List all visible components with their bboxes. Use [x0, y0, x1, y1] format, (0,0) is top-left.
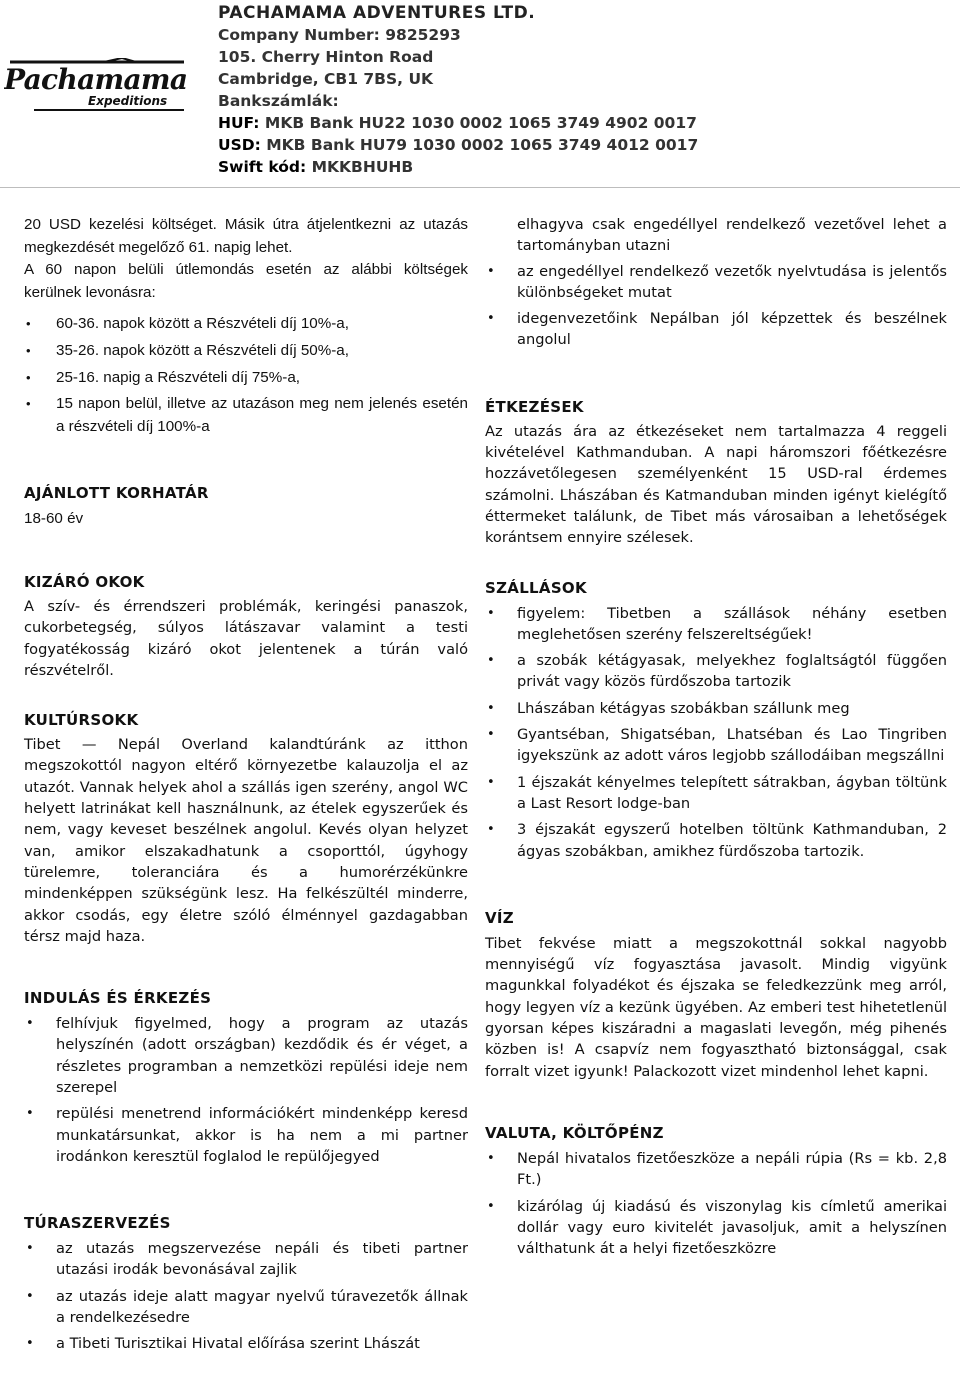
tour-organization-heading: TÚRASZERVEZÉS [24, 1214, 171, 1233]
address-line-2: Cambridge, CB1 7BS, UK [218, 70, 434, 88]
organization-continued-list [485, 261, 947, 351]
usd-account [218, 134, 698, 156]
departure-arrival-heading: INDULÁS ÉS ÉRKEZÉS [24, 989, 212, 1008]
list-item: • Lhászában kétágyas szobákban szállunk meg [485, 698, 947, 719]
cancellation-costs-intro: A 60 napon belüli útlemondás esetén az alábbi költségek kerülnek levonásra: [24, 261, 468, 301]
huf-label: HUF: [218, 114, 260, 132]
culture-shock-heading: KULTÚRSOKK [24, 711, 139, 730]
age-text: 18-60 év [24, 510, 84, 528]
cancellation-list [24, 313, 468, 438]
swift-code [218, 156, 698, 178]
list-item: • felhívjuk figyelmed, hogy a program az utazás helyszínén (adott országban) kezdődik és ér véget, a részletes programban a nemzetközi repülési ideje nem szerepel [24, 1013, 468, 1098]
list-item: • 25-16. napig a Részvételi díj 75%-a, [24, 367, 468, 390]
cancellation-intro: 20 USD kezelési költséget. Másik útra átjelentkezni az utazás megkezdését megelőző 61. napig lehet. [24, 216, 468, 256]
age-heading: AJÁNLOTT KORHATÁR [24, 484, 209, 503]
meals-heading: ÉTKEZÉSEK [485, 397, 584, 416]
logo-wordmark: Pachamama [4, 63, 188, 96]
tour-organization-list [24, 1238, 468, 1354]
huf-value: MKB Bank HU22 1030 0002 1065 3749 4902 0017 [264, 114, 697, 132]
pachamama-logo [4, 58, 190, 114]
logo-subtitle: Expeditions [88, 94, 168, 108]
list-item: • 35-26. napok között a Részvételi díj 50%-a, [24, 340, 468, 363]
list-item: • 3 éjszakát egyszerű hotelben töltünk Kathmanduban, 2 ágyas szobákban, amikhez fürdőszoba tartozik. [485, 819, 947, 862]
organization-continued: elhagyva csak engedéllyel rendelkező vezetővel lehet a tartományban utazni [517, 216, 947, 255]
bank-accounts-label: Bankszámlák: [218, 92, 339, 110]
company-info [218, 2, 698, 178]
list-item: • repülési menetrend információkért mindenképp keresd munkatársunkat, akkor is ha nem a mi partner irodánkon keresztül foglalod le repülőjegyed [24, 1103, 468, 1167]
currency-heading: VALUTA, KÖLTŐPÉNZ [485, 1123, 664, 1142]
water-heading: VÍZ [485, 908, 514, 927]
letterhead [0, 0, 960, 190]
list-item: • 15 napon belül, illetve az utazáson meg nem jelenés esetén a részvételi díj 100%-a [24, 393, 468, 438]
list-item: • Gyantséban, Shigatséban, Lhatséban és Lao Tingriben igyekszünk az adott város legjobb szállodáiban megszállni [485, 724, 947, 767]
water-text: Tibet fekvése miatt a megszokottnál sokkal nagyobb mennyiségű víz fogyasztása javasolt. Mindig vigyünk magunkkal folyadékot és éjszaka se feledkezzünk meg arról, hogy legyen víz a kezünk ügyében. Az emberi test hihetetlenül gyorsan képes kiszáradni a magaslati levegőn, még pihenés közben is! A csapvíz nem fogyasztható biztonsággal, csak forralt vizet igyunk! Palackozott vizet mindenhol lehet kapni. [485, 934, 947, 1080]
usd-value: MKB Bank HU79 1030 0002 1065 3749 4012 0017 [266, 136, 699, 154]
swift-value: MKKBHUHB [311, 158, 414, 176]
exclusion-text: A szív- és érrendszeri problémák, keringési panaszok, cukorbetegség, súlyos látászavar valamint a testi fogyatékosság kizáró okot jelentenek a túrán való részvételről. [24, 597, 468, 679]
list-item: • figyelem: Tibetben a szállások néhány esetben meglehetősen szerény felszereltségűek! [485, 603, 947, 646]
list-item: • kizárólag új kiadású és viszonylag kis címletű amerikai dollár vagy euro kivitelét javasoljuk, amit a helyszínen válthatunk át a helyi fizetőeszközre [485, 1196, 947, 1260]
list-item: • idegenvezetőink Nepálban jól képzettek és beszélnek angolul [485, 308, 947, 351]
company-name: PACHAMAMA ADVENTURES LTD. [218, 3, 536, 23]
meals-text: Az utazás ára az étkezéseket nem tartalmazza 4 reggeli kivételével Kathmanduban. A napi háromszori főétkezésre hozzávetőlegesen személyenként 15 USD-ral érdemes számolni. Lhászában és Katmanduban minden igényt kielégítő éttermeket találunk, de Tibet más városaiban a lehetőségek korántsem ennyire szélesek. [485, 422, 947, 547]
usd-label: USD: [218, 136, 261, 154]
exclusion-heading: KIZÁRÓ OKOK [24, 572, 145, 591]
left-column [24, 214, 468, 1360]
list-item: • a Tibeti Turisztikai Hivatal előírása szerint Lhászát [24, 1333, 468, 1354]
list-item: • a szobák kétágyasak, melyekhez foglaltságtól függően privát vagy közös fürdőszoba tartozik [485, 650, 947, 693]
list-item: • az engedéllyel rendelkező vezetők nyelvtudása is jelentős különbségeket mutat [485, 261, 947, 304]
swift-label: Swift kód: [218, 158, 307, 176]
header-divider [0, 187, 960, 188]
currency-list [485, 1148, 947, 1259]
list-item: • Nepál hivatalos fizetőeszköze a nepáli rúpia (Rs = kb. 2,8 Ft.) [485, 1148, 947, 1191]
culture-shock-text: Tibet — Nepál Overland kalandtúránk az itthon megszokottól nagyon eltérő környezetbe kalauzolja el az utazót. Vannak helyek ahol a szállás igen szerény, angol WC helyett latrinákat kell használnunk, az ételek egyszerűek és nem, vagy keveset beszélnek angolul. Kevés olyan helyzet van, amikor elszakadhatunk a csoporttól, úgyhogy türelemre, toleranciára és a humorérzékünkre mindenképpen szükségünk lesz. Ha felkészültél minderre, akkor csodás, egy életre szóló élménnyel gazdagabban térsz majd haza. [24, 736, 468, 945]
right-column [485, 214, 947, 1264]
company-number: Company Number: 9825293 [218, 26, 461, 44]
huf-account [218, 112, 698, 134]
list-item: • 60-36. napok között a Részvételi díj 10%-a, [24, 313, 468, 336]
list-item: • az utazás megszervezése nepáli és tibeti partner utazási irodák bevonásával zajlik [24, 1238, 468, 1281]
departure-arrival-list [24, 1013, 468, 1167]
accommodation-list [485, 603, 947, 862]
address-line-1: 105. Cherry Hinton Road [218, 48, 434, 66]
accommodation-heading: SZÁLLÁSOK [485, 578, 587, 597]
list-item: • az utazás ideje alatt magyar nyelvű túravezetők állnak a rendelkezésedre [24, 1286, 468, 1329]
list-item: • 1 éjszakát kényelmes telepített sátrakban, ágyban töltünk a Last Resort lodge-ban [485, 772, 947, 815]
